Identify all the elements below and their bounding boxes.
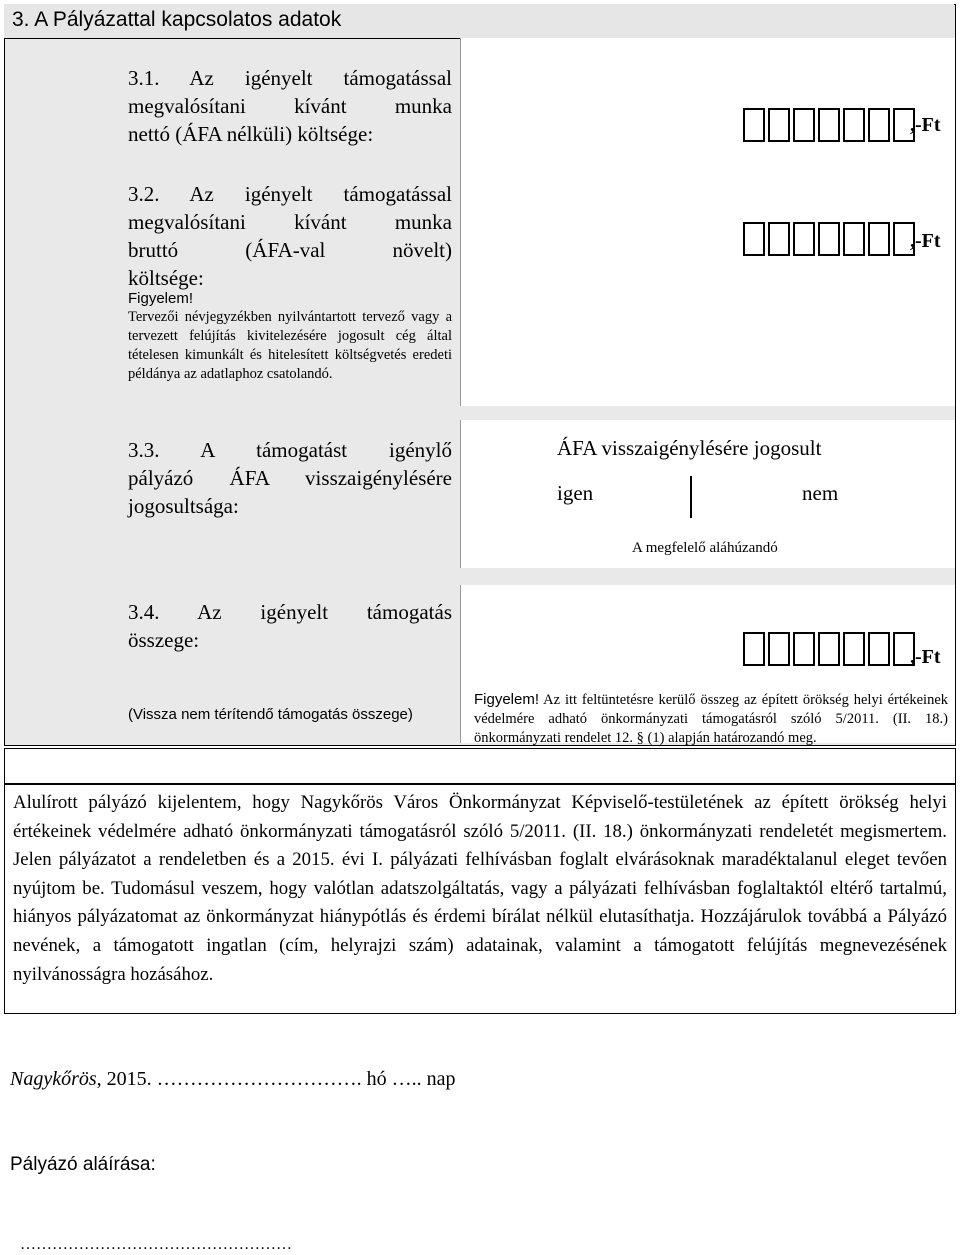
vat-option-yes[interactable]: igen: [557, 481, 594, 505]
q34-warning-label: Figyelem!: [474, 691, 540, 708]
q32-label: 3.2. Az igényelt támogatással megvalósítani kívánt munka bruttó (ÁFA-val növelt) költsége:: [128, 182, 452, 290]
place-date-line: [10, 1068, 456, 1091]
q34-warning-text: Az itt feltüntetésre kerülő összeg az épített örökség helyi értékeinek védelmére adható önkormányzati támogatásról szóló 5/2011. (II. 18.) önkormányzati rendelet 12. § (1) alapján határozandó meg.: [474, 692, 948, 746]
signature-line[interactable]: ……………………………………………: [20, 1236, 292, 1253]
q34-digit-boxes[interactable]: [743, 632, 915, 666]
declaration-box: [4, 784, 956, 1014]
q33-label: 3.3. A támogatást igénylő pályázó ÁFA visszaigénylésére jogosultsága:: [128, 438, 452, 518]
separator-row: [4, 748, 956, 784]
q34-currency: ,-Ft: [910, 646, 941, 668]
q31-label: 3.1. Az igényelt támogatással megvalósítani kívánt munka nettó (ÁFA nélküli) költsége:: [128, 66, 452, 146]
declaration-text: Alulírott pályázó kijelentem, hogy Nagykőrös Város Önkormányzat Képviselő-testületének az épített örökség helyi értékeinek védelmére adható önkormányzati támogatásról szóló 5/2011. (II. 18.) önkormányzati rendeletét megismertem. Jelen pályázatot a rendeletben és a 2015. évi I. pályázati felhívásban foglalt elvárásoknak maradéktalanul eleget tevően nyújtom be. Tudomásul veszem, hogy valótlan adatszolgáltatás, vagy a pályázati felhívásban foglaltaktól eltérő tartalmú, hiányos pályázatomat az önkormányzat hiánypótlás és érdemi bírálat nélkül elutasíthatja. Hozzájárulok továbbá a Pályázó nevének, a támogatott ingatlan (cím, helyrajzi szám) adatainak, valamint a támogatott felújítás megnevezésének nyilvánosságra hozásához.: [13, 792, 947, 985]
q32-warning-label: Figyelem!: [128, 290, 194, 307]
q32-warning-text: Tervezői névjegyzékben nyilvántartott tervező vagy a tervezett felújítás kivitelezésére jogosult cég által tételesen kimunkált és hitelesített költségvetés eredeti példánya az adatlaphoz csatolandó.: [128, 309, 452, 382]
date-fill: , 2015. …………………………. hó ….. nap: [96, 1068, 456, 1090]
section-title: 3. A Pályázattal kapcsolatos adatok: [12, 8, 342, 31]
q32-digit-boxes[interactable]: [743, 222, 915, 256]
q34-label: 3.4. Az igényelt támogatás összege:: [128, 600, 452, 652]
option-divider: [690, 476, 692, 518]
underline-hint: A megfelelő aláhúzandó: [632, 540, 778, 556]
vat-option-title: ÁFA visszaigénylésére jogosult: [557, 436, 822, 460]
q31-currency: ,-Ft: [910, 114, 941, 136]
place-name: Nagykőrös: [10, 1068, 97, 1090]
signature-label: Pályázó aláírása:: [10, 1154, 156, 1175]
vat-option-no[interactable]: nem: [802, 481, 839, 505]
q31-digit-boxes[interactable]: [743, 108, 915, 142]
q34-warning: [474, 690, 948, 748]
q32-currency: ,-Ft: [910, 230, 941, 252]
section-header: [4, 4, 954, 39]
q34-sublabel: (Vissza nem térítendő támogatás összege): [128, 706, 413, 723]
